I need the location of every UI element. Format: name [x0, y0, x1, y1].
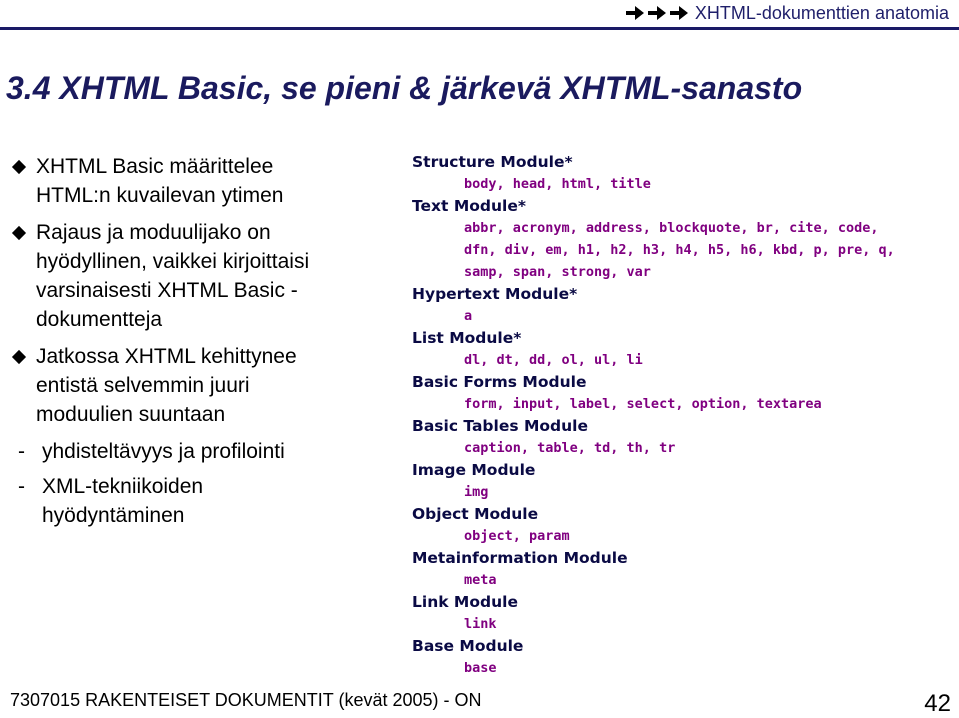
dash-text: XML-tekniikoiden hyödyntäminen — [42, 475, 204, 527]
module-elements-line: base — [464, 660, 497, 676]
header-text: XHTML-dokumenttien anatomia — [694, 2, 949, 23]
diamond-bullet-icon — [12, 160, 26, 174]
dash-marker: - — [18, 475, 25, 498]
dash-text: yhdisteltävyys ja profilointi — [42, 440, 285, 463]
module-elements — [412, 526, 959, 548]
module-elements-line: body, head, html, title — [464, 176, 651, 192]
page-number: 42 — [924, 690, 951, 717]
module-heading — [412, 196, 959, 218]
footer-text: 7307015 RAKENTEISET DOKUMENTIT (kevät 2005) - ON — [10, 690, 482, 710]
dash-item — [18, 472, 398, 530]
module-heading — [412, 636, 959, 658]
arrow-right-icon — [625, 5, 645, 21]
module-name: Image Module — [412, 461, 536, 479]
module-name: Structure Module* — [412, 153, 573, 171]
module-heading — [412, 328, 959, 350]
arrow-right-icon — [669, 5, 689, 21]
module-figure — [412, 152, 959, 677]
dash-item — [18, 437, 398, 466]
module-elements-line: a — [464, 308, 473, 324]
module-elements — [412, 240, 959, 262]
module-heading — [412, 592, 959, 614]
module-name: List Module* — [412, 329, 522, 347]
bullet-item — [8, 218, 398, 334]
bullet-list — [8, 152, 398, 530]
module-heading — [412, 548, 959, 570]
module-heading — [412, 284, 959, 306]
module-elements — [412, 614, 959, 636]
module-heading — [412, 460, 959, 482]
module-name: Hypertext Module* — [412, 285, 578, 303]
module-name: Metainformation Module — [412, 549, 628, 567]
bullet-text: XHTML Basic määrittelee HTML:n kuvailevan ytimen — [36, 155, 284, 207]
bullet-text: Jatkossa XHTML kehittynee entistä selvemmin juuri moduulien suuntaan — [36, 345, 297, 426]
module-elements-line: object, param — [464, 528, 570, 544]
diamond-bullet-icon — [12, 350, 26, 364]
bullet-text: Rajaus ja moduulijako on hyödyllinen, vaikkei kirjoittaisi varsinaisesti XHTML Basic - dokumentteja — [36, 221, 310, 331]
module-elements — [412, 218, 959, 240]
module-name: Basic Forms Module — [412, 373, 587, 391]
arrow-right-icon — [647, 5, 667, 21]
module-elements-line: form, input, label, select, option, textarea — [464, 396, 822, 412]
module-elements-line: abbr, acronym, address, blockquote, br, cite, code, — [464, 220, 879, 236]
module-elements-line: caption, table, td, th, tr — [464, 440, 676, 456]
module-heading — [412, 416, 959, 438]
module-name: Base Module — [412, 637, 524, 655]
module-elements-line: samp, span, strong, var — [464, 264, 651, 280]
module-elements — [412, 438, 959, 460]
dash-marker: - — [18, 440, 25, 463]
module-elements — [412, 262, 959, 284]
module-name: Text Module* — [412, 197, 526, 215]
module-elements — [412, 174, 959, 196]
module-heading — [412, 372, 959, 394]
module-elements — [412, 482, 959, 504]
module-name: Link Module — [412, 593, 518, 611]
module-elements-line: img — [464, 484, 489, 500]
diamond-bullet-icon — [12, 226, 26, 240]
header-arrows — [625, 5, 689, 21]
module-elements-line: meta — [464, 572, 497, 588]
bullet-item — [8, 152, 398, 210]
module-elements — [412, 394, 959, 416]
module-elements-line: link — [464, 616, 497, 632]
module-name: Basic Tables Module — [412, 417, 589, 435]
module-name: Object Module — [412, 505, 539, 523]
page-title: 3.4 XHTML Basic, se pieni & järkevä XHTML-sanasto — [6, 70, 803, 106]
module-elements-line: dl, dt, dd, ol, ul, li — [464, 352, 643, 368]
module-heading — [412, 504, 959, 526]
header — [625, 0, 949, 26]
module-elements — [412, 570, 959, 592]
header-rule — [0, 27, 959, 30]
bullet-item — [8, 342, 398, 429]
module-elements — [412, 306, 959, 328]
module-heading — [412, 152, 959, 174]
module-elements — [412, 658, 959, 677]
module-elements — [412, 350, 959, 372]
module-elements-line: dfn, div, em, h1, h2, h3, h4, h5, h6, kbd, p, pre, q, — [464, 242, 895, 258]
